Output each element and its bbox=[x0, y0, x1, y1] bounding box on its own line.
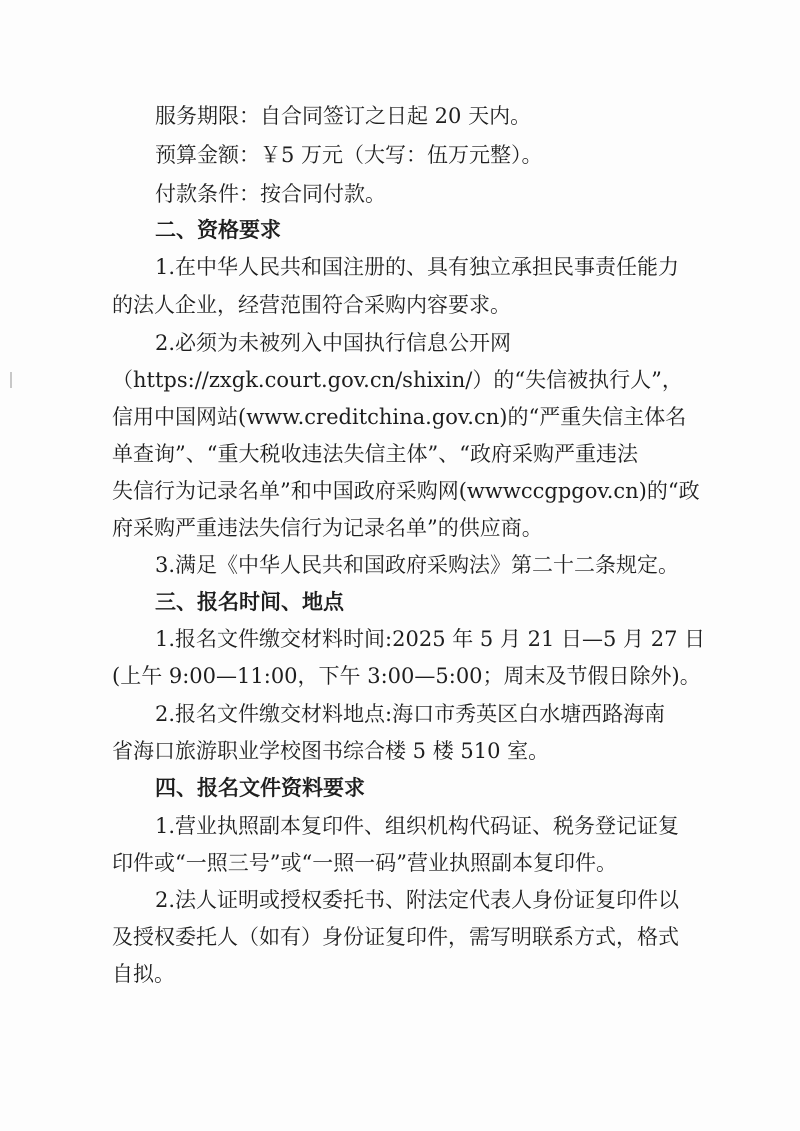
registration-time-line-2: (上午 9:00—11:00，下午 3:00—5:00；周末及节假日除外)。 bbox=[112, 664, 701, 688]
registration-place-line-1: 2.报名文件缴交材料地点:海口市秀英区白水塘西路海南 bbox=[155, 702, 666, 726]
documents-2-line-2: 及授权委托人（如有）身份证复印件，需写明联系方式，格式 bbox=[112, 925, 679, 949]
documents-1-line-1: 1.营业执照副本复印件、组织机构代码证、税务登记证复 bbox=[155, 814, 680, 838]
qualification-2-line-5: 失信行为记录名单”和中国政府采购网(wwwccgpgov.cn)的“政 bbox=[112, 479, 700, 503]
qualification-1-line-2: 的法人企业，经营范围符合采购内容要求。 bbox=[112, 293, 511, 317]
section-heading-qualifications: 二、资格要求 bbox=[155, 218, 281, 242]
qualification-2-line-4: 单查询”、“重大税收违法失信主体”、“政府采购严重违法 bbox=[112, 442, 638, 466]
qualification-3-line: 3.满足《中华人民共和国政府采购法》第二十二条规定。 bbox=[155, 553, 680, 577]
qualification-2-line-1: 2.必须为未被列入中国执行信息公开网 bbox=[155, 331, 512, 355]
registration-place-line-2: 省海口旅游职业学校图书综合楼 5 楼 510 室。 bbox=[112, 739, 550, 763]
scan-mark bbox=[10, 372, 12, 388]
section-heading-registration: 三、报名时间、地点 bbox=[155, 590, 344, 614]
documents-2-line-3: 自拟。 bbox=[112, 962, 175, 986]
qualification-1-line-1: 1.在中华人民共和国注册的、具有独立承担民事责任能力 bbox=[155, 255, 680, 279]
payment-terms-line: 付款条件：按合同付款。 bbox=[155, 182, 386, 206]
qualification-2-line-6: 府采购严重违法失信行为记录名单”的供应商。 bbox=[112, 516, 543, 540]
budget-amount-line: 预算金额：￥5 万元（大写：伍万元整）。 bbox=[155, 143, 543, 167]
documents-2-line-1: 2.法人证明或授权委托书、附法定代表人身份证复印件以 bbox=[155, 888, 680, 912]
qualification-2-line-2: （https://zxgk.court.gov.cn/shixin/）的“失信被执行人”， bbox=[112, 368, 683, 392]
section-heading-documents: 四、报名文件资料要求 bbox=[155, 776, 365, 800]
registration-time-line-1: 1.报名文件缴交材料时间:2025 年 5 月 21 日—5 月 27 日 bbox=[155, 627, 706, 651]
qualification-2-line-3: 信用中国网站(www.creditchina.gov.cn)的“严重失信主体名 bbox=[112, 405, 687, 429]
documents-1-line-2: 印件或“一照三号”或“一照一码”营业执照副本复印件。 bbox=[112, 851, 617, 875]
service-period-line: 服务期限：自合同签订之日起 20 天内。 bbox=[155, 104, 532, 128]
